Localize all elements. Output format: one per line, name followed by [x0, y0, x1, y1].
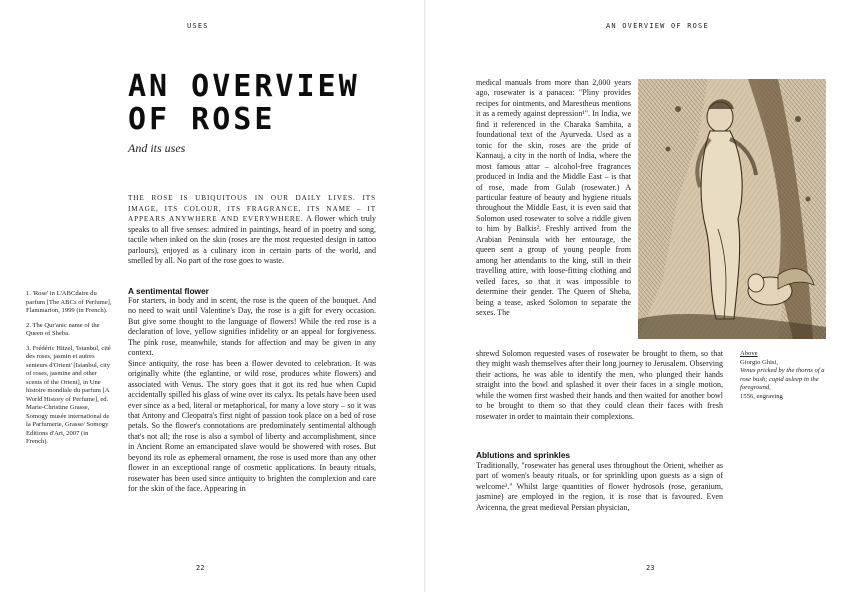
- caption-label: Above: [740, 350, 758, 357]
- caption-artist: Giorgio Ghisi,: [740, 358, 778, 366]
- section-heading-sentimental: A sentimental flower: [128, 286, 209, 296]
- page-number-right: 23: [646, 564, 655, 572]
- lede-paragraph: [128, 193, 376, 267]
- title-line-1: AN OVERVIEW: [128, 69, 360, 104]
- left-body-text: [128, 296, 376, 495]
- page-title: [128, 70, 360, 136]
- section-heading-ablutions: Ablutions and sprinkles: [476, 450, 571, 460]
- running-head-left: USES: [187, 22, 209, 30]
- image-caption: [740, 350, 830, 402]
- right-wide-text: shrewd Solomon requested vases of rosewater be brought to them, so that they might wash themselves after their long journey to Jerusalem. Observing their actions, he was able to identify the men, who plunged their hands straight into the bowl and splashed it over their faces in a single motion, while the women first washed their hands and then waited for another bowl to be brought to them so that they could clean their faces with fresh rosewater in order to maintain their complexions.: [476, 349, 723, 421]
- caption-details: 1556, engraving: [740, 392, 783, 400]
- title-line-2: OF ROSE: [128, 102, 276, 137]
- footnote-1: 1. 'Rose' in L'ABCdaire du parfum [The ABCs of Perfume], Flammarion, 1999 (in French).: [26, 290, 112, 314]
- lede-caps: THE ROSE IS UBIQUITOUS IN OUR DAILY LIVES. ITS IMAGE, ITS COLOUR, ITS FRAGRANCE, ITS NAME – IT APPEARS ANYWHERE AND EVERYWHERE.: [128, 194, 376, 223]
- footnote-2: 2. The Qur'anic name of the Queen of Sheba.: [26, 321, 100, 337]
- footnote-3: 3. Frédéric Hitzel, 'Istanbul, cité des roses, jasmin et autres senteurs d'Orient' [Istanbul, city of roses, jasmine and other scents of the Orient], in Une histoire mondiale du parfum [A World History of Perfume], ed. Marie-Christine Grasse, Somogy musée international de la Parfumerie, Grasse/ Somogy Editions d'Art, 2007 (in French).: [26, 344, 111, 445]
- page-number-left: 22: [196, 564, 205, 572]
- book-gutter: [424, 0, 426, 592]
- running-head-right: AN OVERVIEW OF ROSE: [606, 22, 709, 30]
- right-column-text: medical manuals from more than 2,000 years ago, rosewater is a panacea: "Pliny provides recipes for ointments, and Marestheus mentions it as a remedy against depression¹". In India, we find it referenced in the Charaka Samhita, a foundational text of the Ayurveda. Used as a tonic for the skin, roses are the pride of Kannauj, a city in the north of India, where the most famous attar – alcohol-free fragrances produced in India and the Middle East – is that of rose, made from Gulab (rosewater.) A particular feature of beauty and hygiene rituals throughout the Middle East, it is even said that Solomon used rosewater to solve a riddle given to him by Balkis². Freshly arrived from the Arabian Peninsula with her entourage, the queen sent a group of young people from among her attendants to the king, still in their travelling attire, with loose-fitting clothing and veiled faces, so that it was impossible to determine their gender. The Queen of Sheba, being a tease, asked Solomon to separate the sexes. The: [476, 78, 631, 317]
- body-paragraph: For starters, in body and in scent, the rose is the queen of the bouquet. And no need to wait until Valentine's Day, the rose is a gift for every occasion. But give some thought to the language of flowers! While the red rose is a declaration of love, yellow signifies infidelity or an appeal for forgiveness. The pink rose, meanwhile, stands for affection and may be given in any context.: [128, 296, 376, 358]
- engraving-image: [638, 79, 826, 339]
- right-section-text: Traditionally, "rosewater has general uses throughout the Orient, whether as part of women's beauty rituals, or for sprinkling upon guests as a sign of welcome³." Whilst large quantities of flower hydrosols (rose, geranium, jasmine) are employed in the region, it is rose that is favoured. Even Avicenna, the great medieval Persian physician,: [476, 461, 723, 512]
- page-subtitle: And its uses: [128, 141, 186, 155]
- lede-text: A flower which truly speaks to all five senses: admired in paintings, heard of in poetry and song, tactile when inked on the skin (roses are the most requested design in tattoo parlours), enjoyed as a culinary icon in certain parts of the world, and smelled by all. No part of the rose goes to waste.: [128, 214, 376, 265]
- footnotes: [26, 290, 112, 453]
- body-paragraph: Since antiquity, the rose has been a flower devoted to celebration. It was originally white (the eglantine, or wild rose, produces white flowers) and associated with Venus. The story goes that it got its red hue when Cupid accidentally spilled his glass of wine over its calyx. Its petals have been used ever since as a bed, literal or metaphorical, for many a love story – so it was that Antony and Cleopatra's first night of passion took place on a bed of rose petals. So the flower's connotations are predominately sentimental although that's not all; the rose is also a symbol of liberty and accomplishment, since in Ancient Rome an emancipated slave would be showered with roses. But beyond its role as ephemeral ornament, the rose is used more than any other flower in an exceptional range of cosmetic applications. In beauty rituals, rosewater has been used since antiquity to brighten the complexion and care for the skin of the face. Appearing in: [128, 358, 376, 494]
- engraving-illustration: [638, 79, 826, 339]
- caption-title: Venus pricked by the thorns of a rose bush; cupid asleep in the foreground,: [740, 367, 825, 392]
